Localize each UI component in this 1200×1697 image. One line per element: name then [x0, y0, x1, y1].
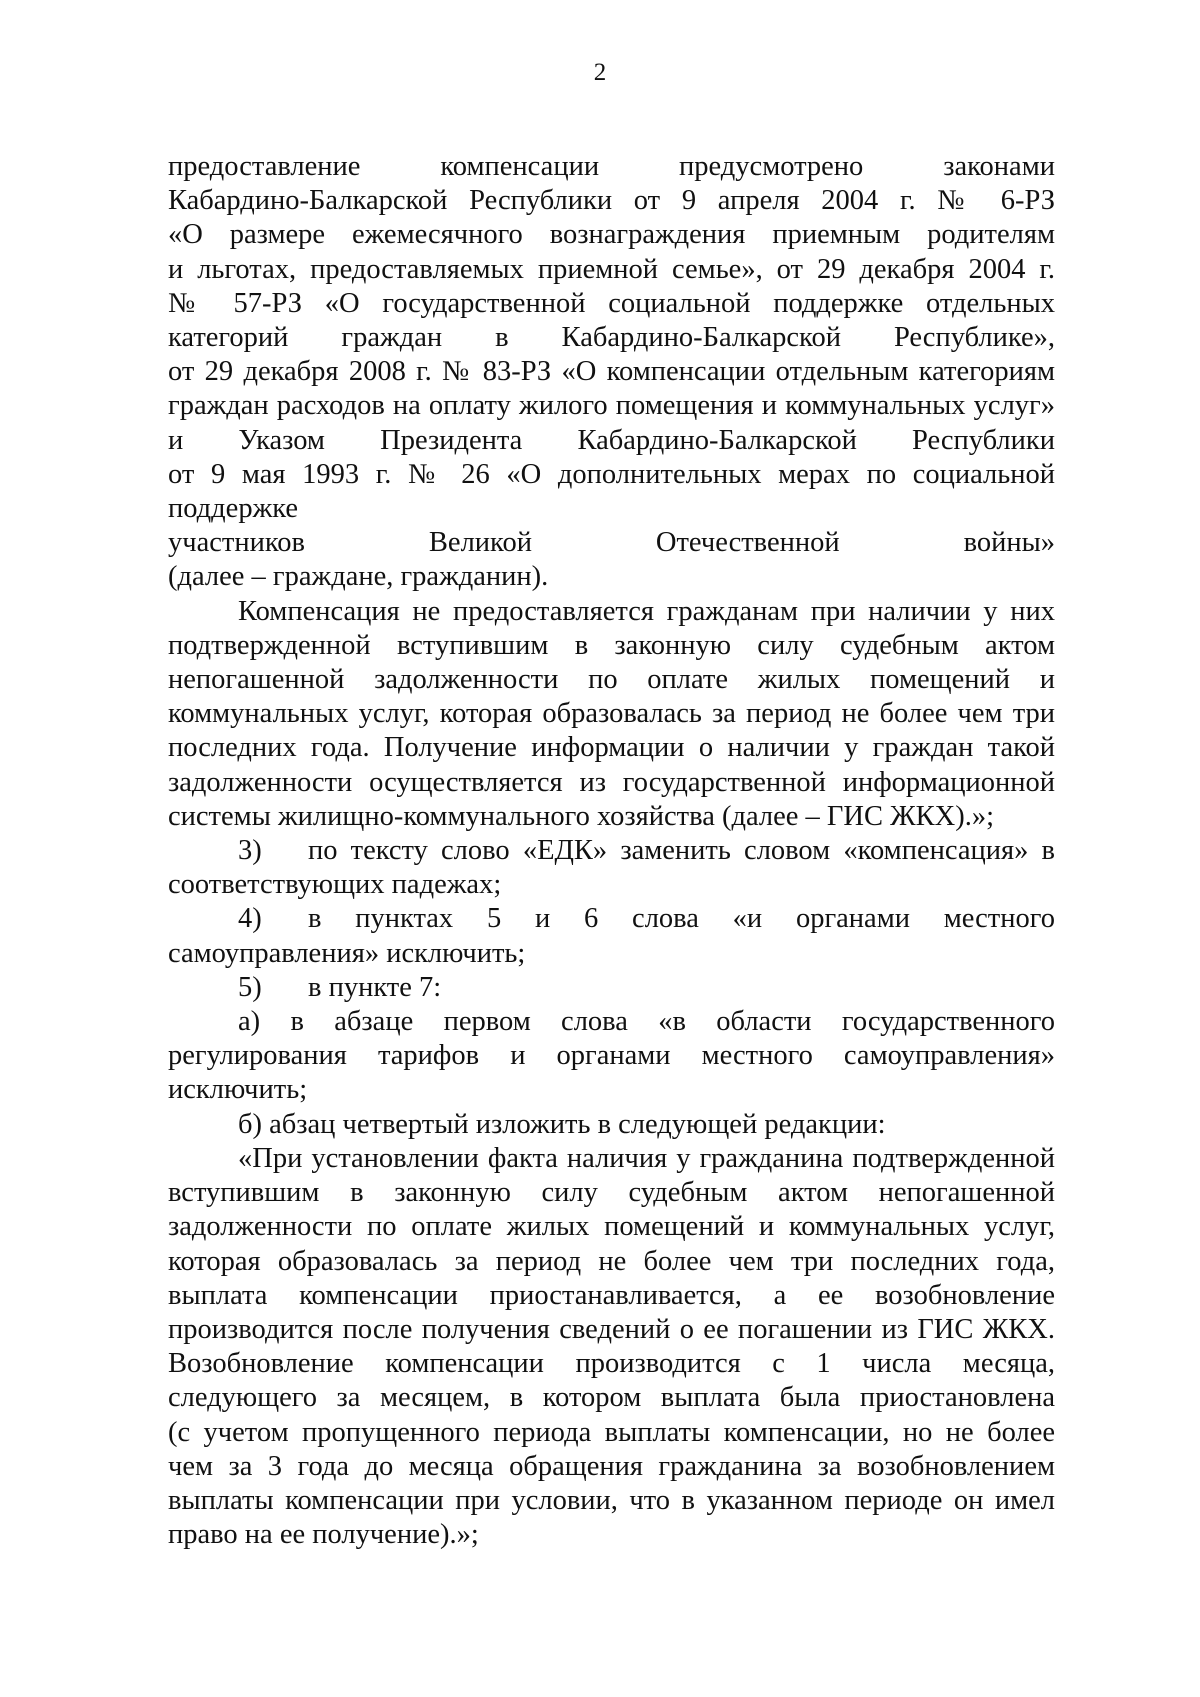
intro-line: «О размере ежемесячного вознаграждения приемным родителям: [168, 219, 1055, 251]
item-3-number: 3): [238, 835, 262, 867]
intro-line: от 29 декабря 2008 г. № 83-РЗ «О компенсации отдельным категориям: [168, 356, 1055, 388]
item-5-text: в пункте 7:: [308, 971, 442, 1003]
intro-line: граждан расходов на оплату жилого помещения и коммунальных услуг»: [168, 390, 1055, 422]
no-compensation-paragraph: Компенсация не предоставляется гражданам при наличии у них подтвержденной вступившим в законную силу судебным актом непогашенной задолженности по оплате жилых помещений и коммунальных услуг, которая образовалась за период не более чем три последних года. Получение информации о наличии у граждан такой задолженности осуществляется из государственной информационной системы жилищно-коммунального хозяйства (далее – ГИС ЖКХ).»;: [168, 595, 1055, 832]
item-3-text: по тексту слово «ЕДК» заменить словом «компенсация» в соответствующих падежах;: [168, 835, 1055, 901]
intro-line: участников Великой Отечественной войны»: [168, 527, 1055, 559]
quoted-tail: (с учетом пропущенного периода выплаты компенсации, но не более чем за 3 года до месяца обращения гражданина за возобновлением выплаты компенсации при условии, что в указанном периоде он имел право на ее получение).»;: [168, 1416, 1055, 1551]
intro-line: № 57-РЗ «О государственной социальной поддержке отдельных: [168, 287, 1055, 319]
intro-line: и Указом Президента Кабардино-Балкарской Республики: [168, 424, 1055, 456]
item-5b: б) абзац четвертый изложить в следующей редакции:: [238, 1108, 886, 1140]
item-5-number: 5): [238, 971, 262, 1003]
item-5a: а) в абзаце первом слова «в области государственного регулирования тарифов и органами местного самоуправления» исключить;: [168, 1006, 1055, 1106]
intro-paragraph: [168, 150, 1055, 595]
intro-line: предоставление компенсации предусмотрено законами: [168, 151, 1055, 182]
item-5: [168, 971, 1055, 1005]
intro-line: Кабардино-Балкарской Республики от 9 апреля 2004 г. № 6-РЗ: [168, 185, 1055, 217]
item-4-text: в пунктах 5 и 6 слова «и органами местного самоуправления» исключить;: [168, 903, 1055, 969]
document-body: [168, 150, 1055, 1552]
intro-line: от 9 мая 1993 г. № 26 «О дополнительных мерах по социальной поддержке: [168, 458, 1055, 525]
item-4-number: 4): [238, 903, 262, 935]
quoted-paragraph: [168, 1142, 1055, 1552]
page-number: 2: [593, 59, 607, 86]
intro-tail: (далее – граждане, гражданин).: [168, 561, 549, 593]
intro-line: и льготах, предоставляемых приемной семье», от 29 декабря 2004 г.: [168, 253, 1055, 285]
intro-line: категорий граждан в Кабардино-Балкарской Республике»,: [168, 322, 1055, 354]
quoted-text: «При установлении факта наличия у гражданина подтвержденной вступившим в законную силу судебным актом непогашенной задолженности по оплате жилых помещений и коммунальных услуг, которая образовалась за период не более чем три последних года, выплата компенсации приостанавливается, а ее возобновление производится после получения сведений о ее погашении из ГИС ЖКХ. Возобновление компенсации производится с 1 числа месяца, следующего за месяцем, в котором выплата была приостановлена: [168, 1142, 1055, 1414]
item-4: [168, 902, 1055, 970]
item-3: [168, 834, 1055, 902]
